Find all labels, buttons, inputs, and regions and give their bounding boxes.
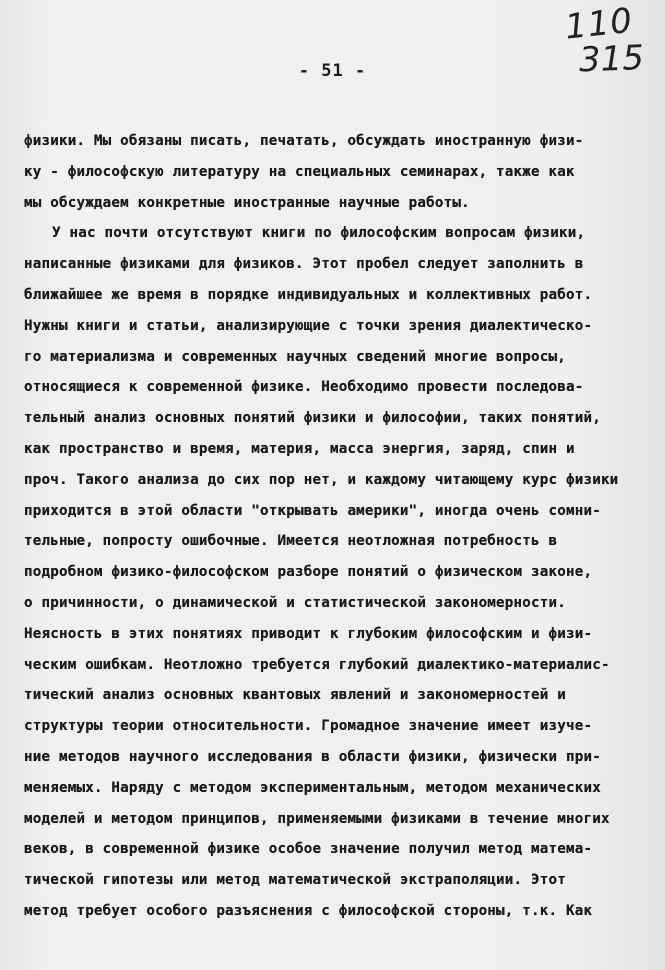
text-line: У нас почти отсутствуют книги по философским вопросам физики, bbox=[52, 225, 586, 242]
text-line: как пространство и время, материя, масса энергия, заряд, спин и bbox=[24, 440, 575, 457]
annotation-top-number: 110 bbox=[563, 0, 635, 48]
text-line: меняемых. Наряду с методом экспериментальным, методом механических bbox=[24, 779, 601, 796]
text-line: физики. Мы обязаны писать, печатать, обсуждать иностранную физи- bbox=[24, 133, 584, 149]
text-line: ние методов научного исследования в области физики, физически при- bbox=[24, 748, 601, 765]
text-line: тический анализ основных квантовых явлений и закономерностей и bbox=[24, 687, 566, 704]
text-line: относящиеся к современной физике. Необходимо провести последова- bbox=[24, 379, 584, 396]
text-line: тической гипотезы или метод математической экстраполяции. Этот bbox=[24, 872, 566, 889]
text-line: Неясность в этих понятиях приводит к глубоким философским и физи- bbox=[24, 625, 593, 642]
text-line: веков, в современной физике особое значение получил метод матема- bbox=[24, 841, 593, 858]
text-line: написанные физиками для физиков. Этот пробел следует заполнить в bbox=[24, 256, 584, 273]
text-line: ближайшее же время в порядке индивидуальных и коллективных работ. bbox=[24, 286, 593, 303]
text-line: тельные, попросту ошибочные. Имеется неотложная потребность в bbox=[24, 533, 558, 550]
text-line: подробном физико-философском разборе понятий о физическом законе, bbox=[24, 564, 593, 581]
text-line: го материализма и современных научных сведений многие вопросы, bbox=[24, 348, 566, 365]
body-text bbox=[24, 126, 657, 927]
page-number: - 51 - bbox=[298, 61, 367, 81]
text-line: ку - философскую литературу на специальных семинарах, также как bbox=[24, 163, 575, 180]
text-line: структуры теории относительности. Громадное значение имеет изуче- bbox=[24, 718, 593, 735]
text-line: приходится в этой области "открывать америки", иногда очень сомни- bbox=[24, 502, 601, 519]
text-line: проч. Такого анализа до сих пор нет, и каждому читающему курс физики bbox=[24, 471, 619, 488]
text-line: тельный анализ основных понятий физики и философии, таких понятий, bbox=[24, 410, 601, 427]
text-line: мы обсуждаем конкретные иностранные научные работы. bbox=[24, 194, 470, 211]
text-line: моделей и методом принципов, применяемыми физиками в течение многих bbox=[24, 810, 610, 827]
text-line: ческим ошибкам. Неотложно требуется глубокий диалектико-материалис- bbox=[24, 656, 610, 673]
text-line: метод требует особого разъяснения с философской стороны, т.к. Как bbox=[24, 902, 593, 919]
text-line: о причинности, о динамической и статистической закономерности. bbox=[24, 594, 566, 611]
text-line: Нужны книги и статьи, анализирующие с точки зрения диалектическо- bbox=[24, 317, 593, 334]
annotation-bottom-number: 315 bbox=[578, 38, 645, 81]
